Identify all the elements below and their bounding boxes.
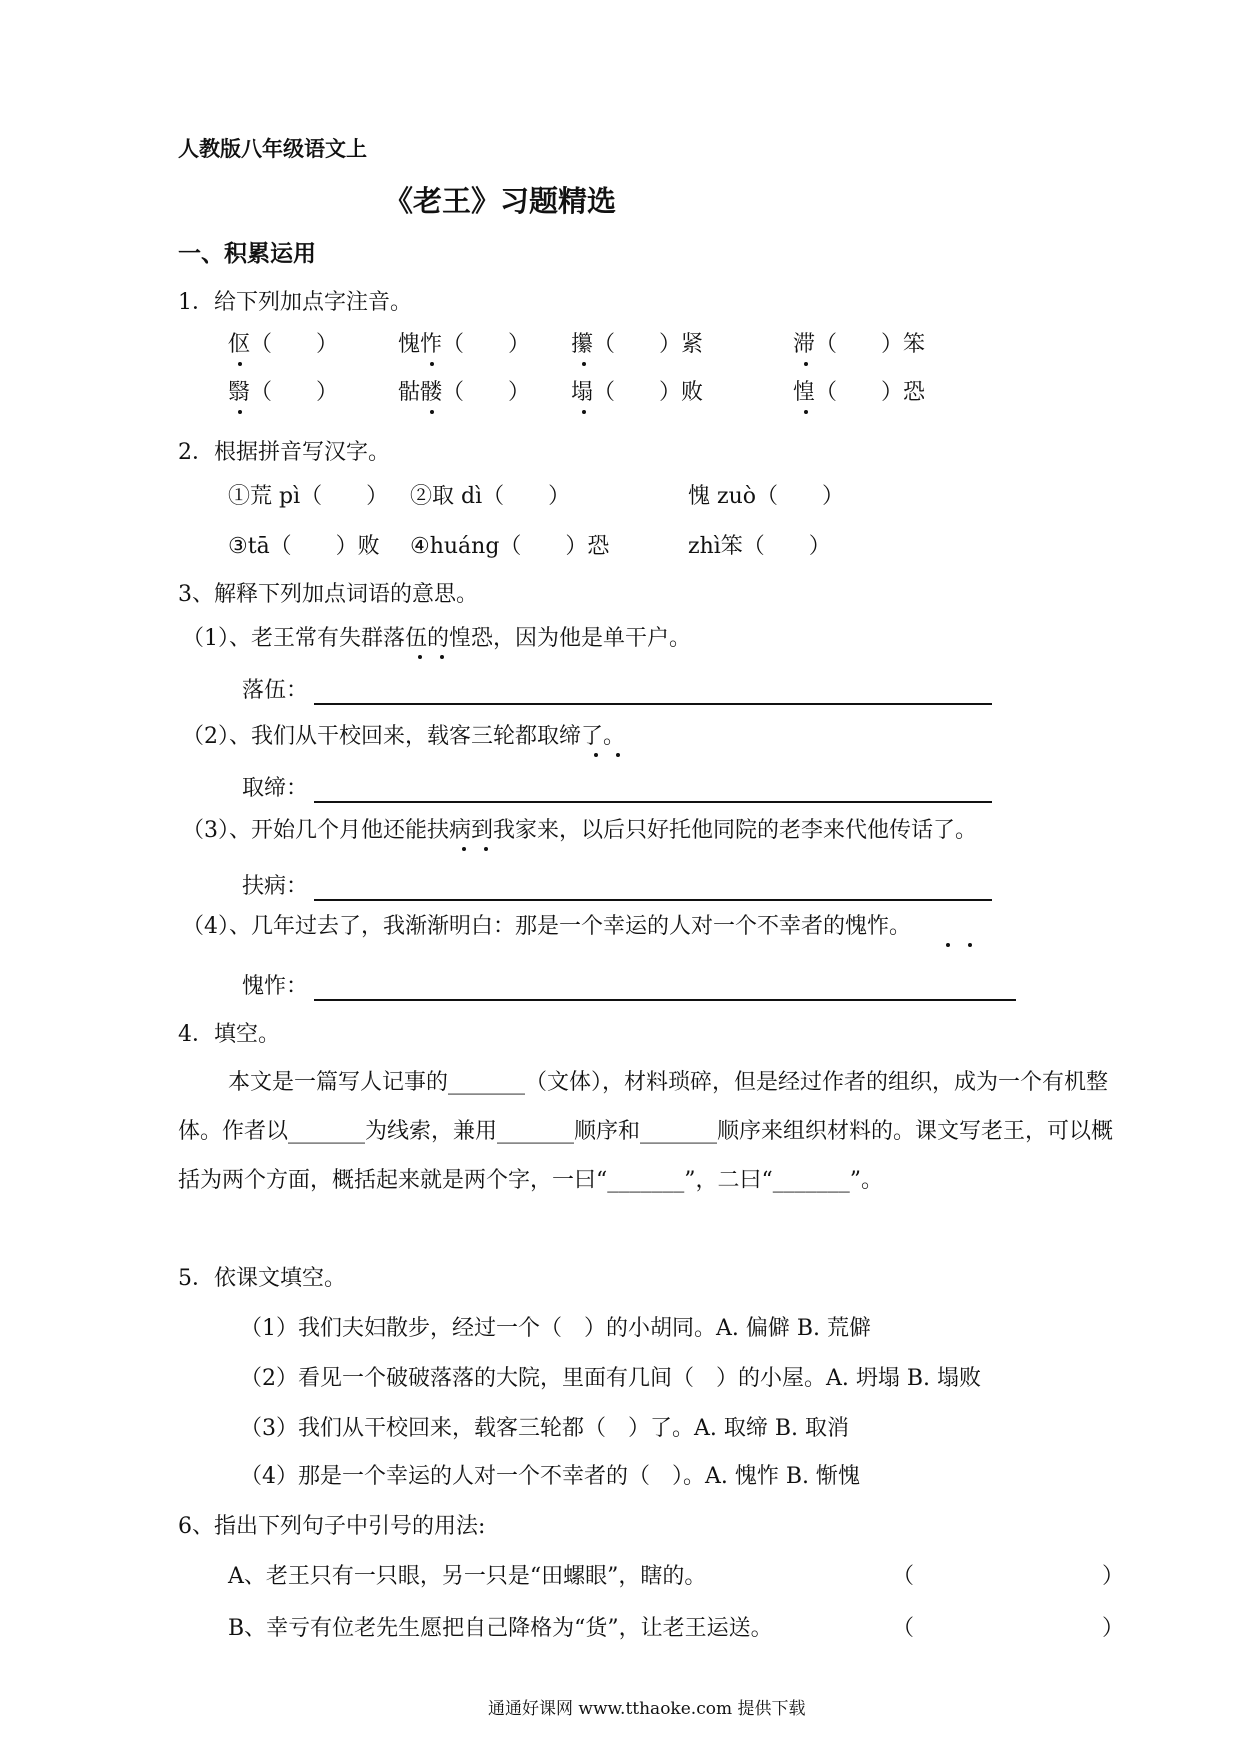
document-title: 《老王》习题精选 [384, 184, 617, 218]
emphasis-dot [804, 410, 808, 414]
emphasis-dot [484, 847, 488, 851]
choice-item: （3）我们从干校回来，载客三轮都（ ）了。A. 取缔 B. 取消 [240, 1416, 850, 1441]
choice-item: （4）那是一个幸运的人对一个不幸者的（ ）。A. 愧怍 B. 惭愧 [240, 1464, 861, 1489]
answer-line[interactable] [314, 703, 992, 705]
choice-item: （1）我们夫妇散步，经过一个（ ）的小胡同。A. 偏僻 B. 荒僻 [240, 1316, 872, 1341]
answer-line[interactable] [314, 801, 992, 803]
question-3-prompt: 3、解释下列加点词语的意思。 [178, 582, 478, 607]
pinyin-item: zhì笨（ ） [688, 534, 831, 559]
answer-bracket-close: ） [1102, 1564, 1125, 1589]
answer-line[interactable] [314, 899, 992, 901]
pinyin-item: ②取 dì（ ） [410, 484, 571, 509]
question-5-prompt: 5．依课文填空。 [178, 1266, 346, 1291]
question-4-prompt: 4．填空。 [178, 1022, 280, 1047]
q3-sentence: （4）、几年过去了，我渐渐明白：那是一个幸运的人对一个不幸者的愧怍。 [182, 914, 911, 939]
emphasis-dot [616, 753, 620, 757]
emphasis-dot [440, 655, 444, 659]
pinyin-item: ④huáng（ ）恐 [410, 534, 610, 559]
emphasis-dot [804, 362, 808, 366]
quote-usage-item: B、幸亏有位老先生愿把自己降格为“货”，让老王运送。 [228, 1616, 773, 1641]
answer-label: 落伍： [242, 678, 309, 703]
pinyin-item: ③tā（ ）败 [228, 534, 380, 559]
emphasis-dot [582, 362, 586, 366]
answer-label: 扶病： [242, 874, 309, 899]
section-heading: 一、积累运用 [178, 241, 316, 267]
emphasis-dot [430, 362, 434, 366]
emphasis-dot [462, 847, 466, 851]
emphasis-dot [238, 362, 242, 366]
question-6-prompt: 6、指出下列句子中引号的用法: [178, 1514, 486, 1539]
emphasis-dot [946, 943, 950, 947]
answer-bracket-open: （ [892, 1616, 915, 1641]
answer-label: 愧怍： [242, 974, 309, 999]
answer-line[interactable] [314, 999, 1016, 1001]
phonetic-item: 滞（ ）笨 [793, 332, 926, 357]
phonetic-item: 伛（ ） [228, 332, 339, 357]
emphasis-dot [430, 410, 434, 414]
choice-item: （2）看见一个破破落落的大院，里面有几间（ ）的小屋。A. 坍塌 B. 塌败 [240, 1366, 982, 1391]
q3-sentence: （2）、我们从干校回来，载客三轮都取缔了。 [182, 724, 625, 749]
answer-bracket-close: ） [1102, 1616, 1125, 1641]
phonetic-item: 塌（ ）败 [571, 380, 704, 405]
page-footer: 通通好课网 www.tthaoke.com 提供下载 [488, 1699, 806, 1719]
quote-usage-item: A、老王只有一只眼，另一只是“田螺眼”，瞎的。 [228, 1564, 707, 1589]
q3-sentence: （3）、开始几个月他还能扶病到我家来，以后只好托他同院的老李来代他传话了。 [182, 818, 977, 843]
document-subtitle: 人教版八年级语文上 [178, 137, 367, 161]
phonetic-item: 骷髅（ ） [398, 380, 531, 405]
phonetic-item: 愧怍（ ） [398, 332, 531, 357]
emphasis-dot [418, 655, 422, 659]
phonetic-item: 惶（ ）恐 [793, 380, 926, 405]
question-1-prompt: 1．给下列加点字注音。 [178, 290, 412, 315]
fill-in-paragraph: 本文是一篇写人记事的_______（文体），材料琐碎，但是经过作者的组织，成为一个有机整体。作者以_______为线索，兼用_______顺序和_______顺序来组织材料的。课文写老王，可以概括为两个方面，概括起来就是两个字，一曰“_______”，二曰“_______”。 [178, 1070, 1114, 1193]
answer-bracket-open: （ [892, 1564, 915, 1589]
emphasis-dot [968, 943, 972, 947]
emphasis-dot [582, 410, 586, 414]
emphasis-dot [594, 753, 598, 757]
answer-label: 取缔： [242, 776, 309, 801]
question-2-prompt: 2．根据拼音写汉字。 [178, 440, 390, 465]
emphasis-dot [238, 410, 242, 414]
phonetic-item: 攥（ ）紧 [571, 332, 704, 357]
q3-sentence: （1）、老王常有失群落伍的惶恐，因为他是单干户。 [182, 626, 691, 651]
pinyin-item: 愧 zuò（ ） [688, 484, 844, 509]
phonetic-item: 翳（ ） [228, 380, 339, 405]
pinyin-item: ①荒 pì（ ） [228, 484, 389, 509]
